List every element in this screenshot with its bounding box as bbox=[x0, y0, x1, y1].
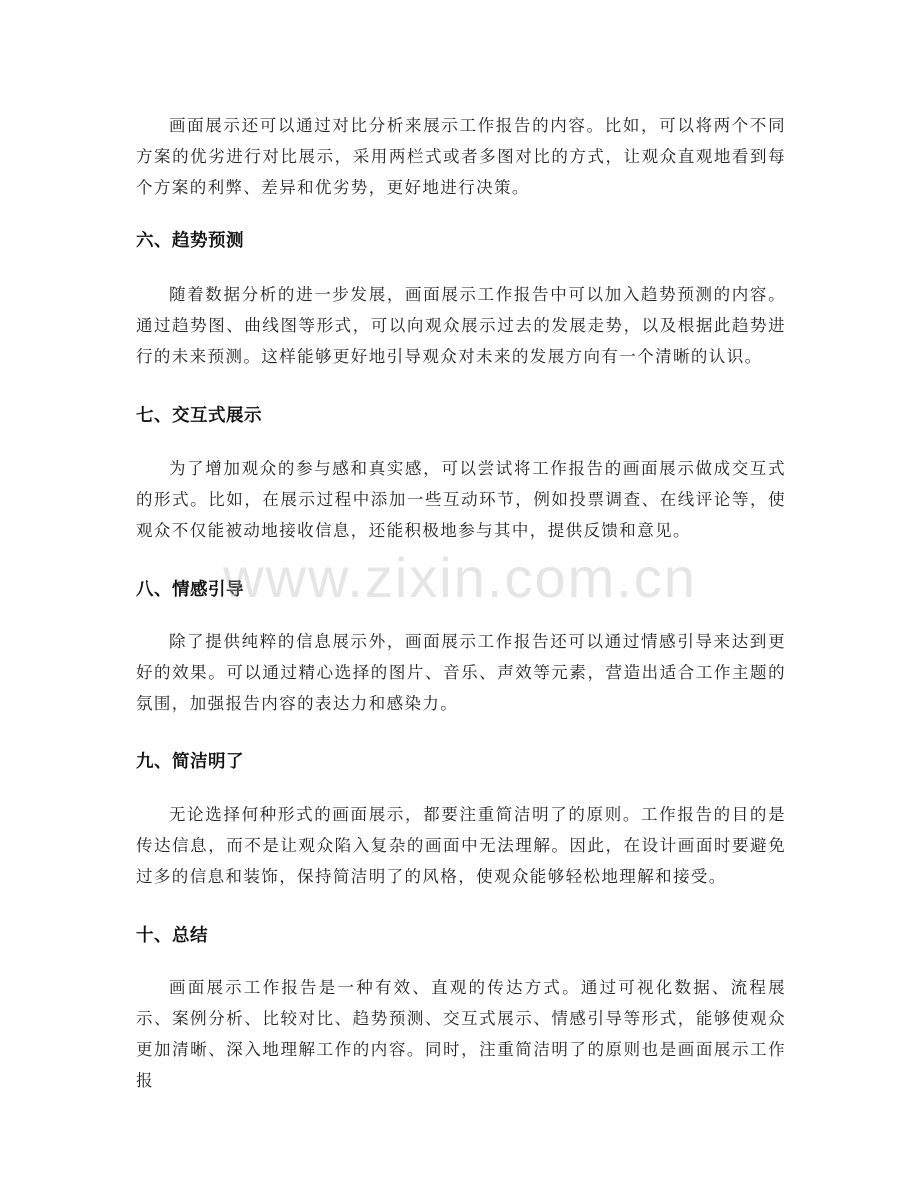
heading-summary: 十、总结 bbox=[136, 926, 208, 946]
paragraph-emotional-guidance: 除了提供纯粹的信息展示外，画面展示工作报告还可以通过情感引导来达到更好的效果。可以通过精心选择的图片、音乐、声效等元素，营造出适合工作主题的氛围，加强报告内容的表达力和感染力。 bbox=[136, 632, 786, 713]
paragraph-summary: 画面展示工作报告是一种有效、直观的传达方式。通过可视化数据、流程展示、案例分析、比较对比、趋势预测、交互式展示、情感引导等形式，能够使观众更加清晰、深入地理解工作的内容。同时，注重简洁明了的原则也是画面展示工作报 bbox=[136, 978, 786, 1090]
paragraph-comparison: 画面展示还可以通过对比分析来展示工作报告的内容。比如，可以将两个不同方案的优劣进行对比展示，采用两栏式或者多图对比的方式，让观众直观地看到每个方案的利弊、差异和优劣势，更好地进行决策。 bbox=[136, 116, 786, 197]
paragraph-trend-forecast: 随着数据分析的进一步发展，画面展示工作报告中可以加入趋势预测的内容。通过趋势图、曲线图等形式，可以向观众展示过去的发展走势，以及根据此趋势进行的未来预测。这样能够更好地引导观众对未来的发展方向有一个清晰的认识。 bbox=[136, 285, 786, 366]
paragraph-concise-clear: 无论选择何种形式的画面展示，都要注重简洁明了的原则。工作报告的目的是传达信息，而不是让观众陷入复杂的画面中无法理解。因此，在设计画面时要避免过多的信息和装饰，保持简洁明了的风格，使观众能够轻松地理解和接受。 bbox=[136, 805, 786, 886]
heading-trend-forecast: 六、趋势预测 bbox=[136, 231, 244, 251]
heading-interactive-display: 七、交互式展示 bbox=[136, 406, 262, 426]
heading-emotional-guidance: 八、情感引导 bbox=[136, 580, 244, 600]
watermark: www.zixin.com.cn bbox=[223, 546, 697, 609]
paragraph-interactive-display: 为了增加观众的参与感和真实感，可以尝试将工作报告的画面展示做成交互式的形式。比如，在展示过程中添加一些互动环节，例如投票调查、在线评论等，使观众不仅能被动地接收信息，还能积极地参与其中，提供反馈和意见。 bbox=[136, 459, 786, 540]
heading-concise-clear: 九、简洁明了 bbox=[136, 752, 244, 772]
